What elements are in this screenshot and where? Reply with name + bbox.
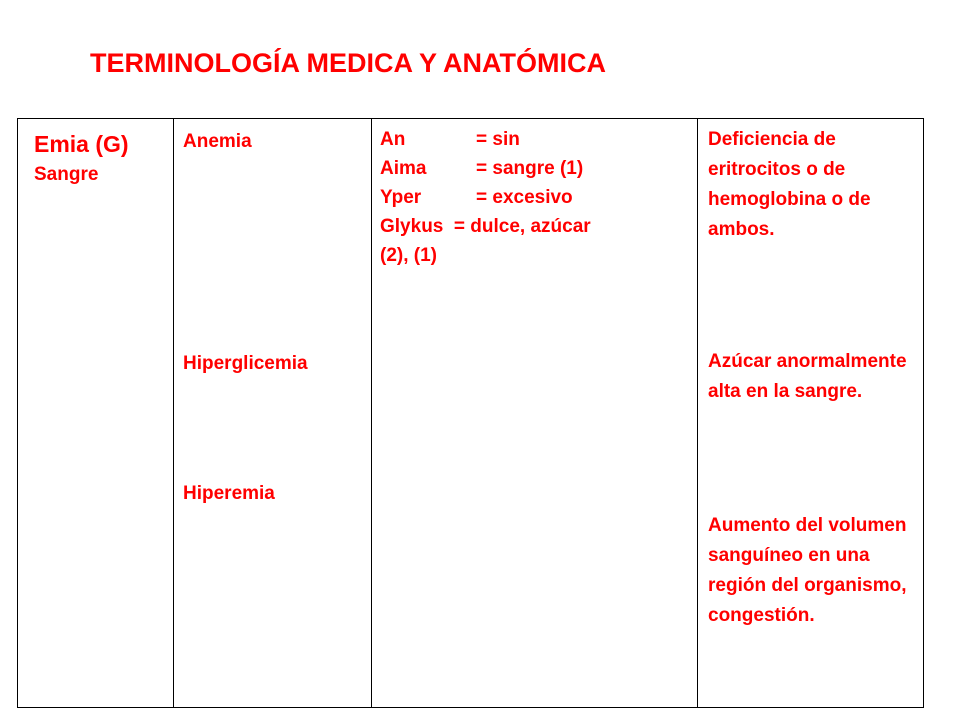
etymology-row xyxy=(380,183,591,212)
etymology-meaning: = excesivo xyxy=(476,187,573,208)
definitions-column xyxy=(697,119,923,707)
terminology-table xyxy=(17,118,924,708)
term-hiperglicemia: Hiperglicemia xyxy=(183,353,308,374)
term-anemia: Anemia xyxy=(183,131,252,152)
etymology-list xyxy=(380,125,591,270)
page-title: TERMINOLOGÍA MEDICA Y ANATÓMICA xyxy=(90,48,606,78)
etymology-row-glykus: Glykus = dulce, azúcar xyxy=(380,216,591,237)
definition-hiperglicemia: Azúcar anormalmente alta en la sangre. xyxy=(708,351,907,402)
etymology-meaning: = sangre (1) xyxy=(476,158,584,179)
etymology-column xyxy=(371,119,697,707)
etymology-row-glykus-refs: (2), (1) xyxy=(380,245,437,266)
definition-hiperemia: Aumento del volumen sanguíneo en una región del organismo, congestión. xyxy=(708,515,907,626)
etymology-part: Aima xyxy=(380,158,427,179)
etymology-row xyxy=(380,125,591,154)
root-name: Emia (G) xyxy=(34,131,129,157)
etymology-meaning: = sin xyxy=(476,129,520,150)
definition-anemia: Deficiencia de eritrocitos o de hemoglobina o de ambos. xyxy=(708,129,871,240)
etymology-part: Yper xyxy=(380,187,422,208)
etymology-part: An xyxy=(380,129,406,150)
root-meaning: Sangre xyxy=(34,164,99,185)
root-column xyxy=(18,119,173,707)
etymology-row xyxy=(380,154,591,183)
terms-column xyxy=(173,119,371,707)
term-hiperemia: Hiperemia xyxy=(183,483,275,504)
